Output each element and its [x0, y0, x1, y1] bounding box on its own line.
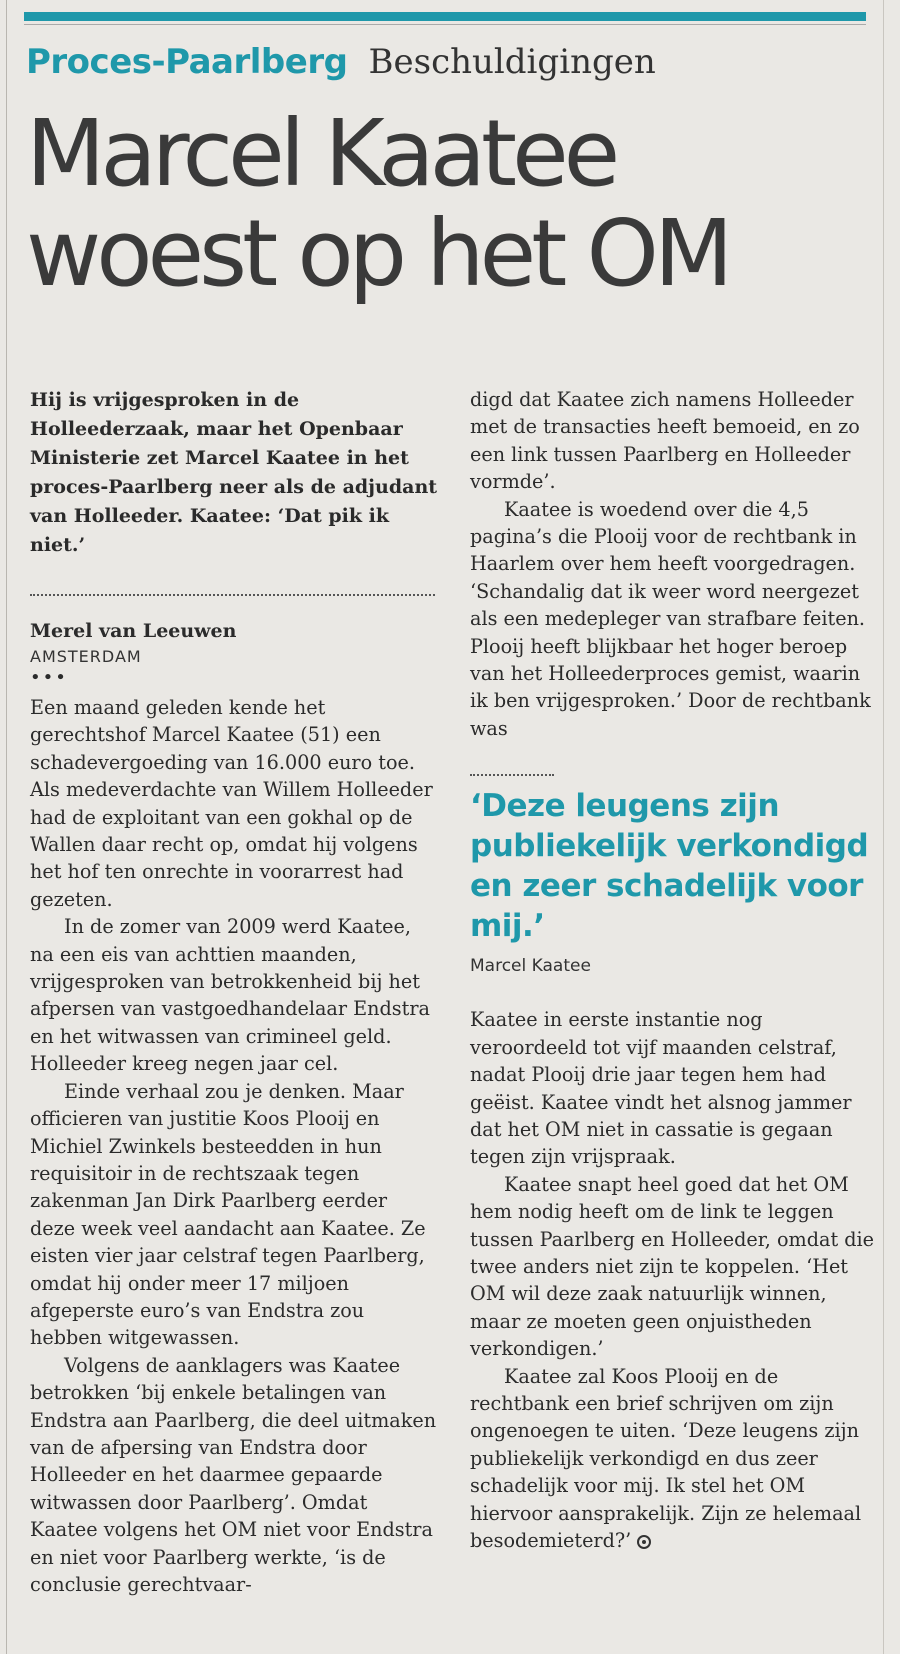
pullquote: ‘Deze leugens zijn publiekelijk verkondigd en zeer schadelijk voor mij.’ — [470, 788, 869, 945]
paragraph: Kaatee in eerste instantie nog veroordeeld tot vijf maanden celstraf, nadat Plooij drie jaar tegen hem had geëist. Kaatee vindt het alsnog jammer dat het OM niet in cassatie is gegaan tegen zijn vrijspraak. — [470, 1008, 852, 1169]
paragraph — [470, 1363, 878, 1555]
paragraph: In de zomer van 2009 werd Kaatee, na een eis van achttien maanden, vrijgesproken van betrokkenheid bij het afpersen van vastgoedhandelaar Endstra en het witwassen van crimineel geld. Holleeder kreeg negen jaar cel. — [30, 915, 430, 1076]
left-column — [30, 386, 438, 1598]
byline-place: AMSTERDAM — [30, 647, 142, 666]
quote-dotted-divider — [470, 774, 554, 776]
body-left — [30, 694, 438, 1598]
paragraph: digd dat Kaatee zich namens Holleeder met de transacties heeft bemoeid, en zo een link tussen Paarlberg en Holleeder vormde’. — [470, 388, 860, 494]
pullquote-author: Marcel Kaatee — [470, 956, 591, 977]
top-thin-rule — [24, 24, 866, 25]
byline-bullets: ••• — [30, 667, 68, 688]
kicker — [26, 42, 656, 82]
body-right-top — [470, 386, 878, 742]
paragraph: Kaatee snapt heel goed dat het OM hem nodig heeft om de link te leggen tussen Paarlberg en Holleeder, omdat die twee anders niet zijn te koppelen. ‘Het OM wil deze zaak natuurlijk winnen, maar ze moeten geen onjuistheden verkondigen.’ — [470, 1172, 875, 1361]
paragraph: Kaatee is woedend over die 4,5 pagina’s die Plooij voor de rechtbank in Haarlem over hem heeft voorgedragen. ‘Schandalig dat ik weer word neergezet als een medepleger van strafbare feiten. Plooij heeft blijkbaar het hoger beroep van het Holleederproces gemist, waarin ik ben vrijgesproken.’ Door de rechtbank was — [470, 497, 871, 740]
lede: Hij is vrijgesproken in de Holleederzaak, maar het Openbaar Ministerie zet Marcel Kaatee in het proces-Paarlberg neer als de adjudant van Holleeder. Kaatee: ‘Dat pik ik niet.’ — [30, 389, 438, 556]
byline-author: Merel van Leeuwen — [30, 620, 237, 642]
paragraph: Een maand geleden kende het gerechtshof Marcel Kaatee (51) een schadevergoeding van 16.000 euro toe. Als medeverdachte van Willem Holleeder had de exploitant van een gokhal op de Wallen daar recht op, omdat hij volgens het hof ten onrechte in voorarrest had gezeten. — [30, 696, 433, 911]
paragraph-text: Kaatee zal Koos Plooij en de rechtbank een brief schrijven om zijn ongenoegen te uiten. ‘Deze leugens zijn publiekelijk verkondigd en dus zeer schadelijk voor mij. Ik stel het OM hiervoor aansprakelijk. Zijn ze helemaal besodemieterd?’ — [470, 1364, 862, 1552]
headline: Marcel Kaatee woest op het OM — [26, 100, 729, 307]
body-right-bottom — [470, 1006, 878, 1554]
end-of-article-icon — [637, 1535, 651, 1549]
top-accent-rule — [24, 12, 866, 21]
kicker-subtopic: Beschuldigingen — [368, 42, 656, 82]
right-column — [470, 386, 878, 1554]
dotted-divider — [30, 594, 435, 596]
paragraph: Volgens de aanklagers was Kaatee betrokken ‘bij enkele betalingen van Endstra aan Paarlberg, die deel uitmaken van de afpersing van Endstra door Holleeder en het daarmee gepaarde witwassen door Paarlberg’. Omdat Kaatee volgens het OM niet voor Endstra en niet voor Paarlberg werkte, ‘is de conclusie gerechtvaar- — [30, 1353, 437, 1596]
kicker-topic: Proces-Paarlberg — [26, 42, 348, 82]
paragraph: Einde verhaal zou je denken. Maar officieren van justitie Koos Plooij en Michiel Zwinkels besteedden in hun requisitoir in de rechtszaak tegen zakenman Jan Dirk Paarlberg eerder deze week veel aandacht aan Kaatee. Ze eisten vier jaar celstraf tegen Paarlberg, omdat hij onder meer 17 miljoen afgeperste euro’s van Endstra zou hebben witgewassen. — [30, 1079, 426, 1350]
